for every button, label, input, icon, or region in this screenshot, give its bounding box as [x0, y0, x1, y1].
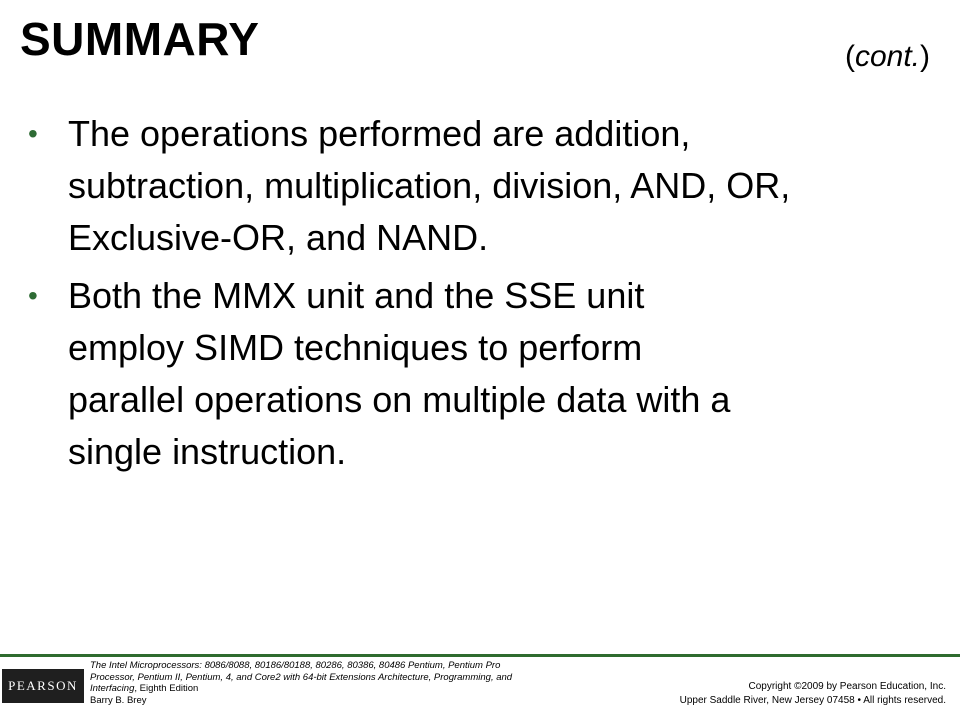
slide-subtitle: [845, 40, 930, 73]
copyright-line-2: Upper Saddle River, New Jersey 07458 • All rights reserved.: [679, 695, 946, 706]
bullet-item: [28, 270, 768, 478]
bullet-text: Both the MMX unit and the SSE unit employ SIMD techniques to perform parallel operations on multiple data with a single instruction.: [68, 275, 731, 472]
book-title: The Intel Microprocessors:: [90, 660, 205, 671]
bullet-dot-icon: •: [28, 280, 38, 311]
bullet-list: [28, 108, 858, 484]
subtitle-close-paren: ): [920, 40, 930, 73]
footer-divider: [0, 654, 960, 657]
bullet-dot-icon: •: [28, 118, 38, 149]
subtitle-text: cont.: [854, 40, 920, 73]
book-models: 8086/8088, 80186/80188, 80286, 80386, 80486 Pentium, Pentium Pro Processor, Pentium II, Pentium, 4, and Core2 with 64-bit Extensions Architecture, Programming, and Interfacing: [90, 660, 513, 694]
pearson-logo: PEARSON: [2, 669, 84, 703]
book-author: Barry B. Brey: [90, 694, 147, 706]
copyright-notice: [680, 680, 946, 708]
slide-title: SUMMARY: [20, 13, 260, 65]
subtitle-open-paren: (: [844, 40, 855, 73]
book-edition: , Eighth Edition: [134, 683, 199, 694]
copyright-line-1: Copyright ©2009 by Pearson Education, Inc.: [748, 681, 946, 692]
bullet-text: The operations performed are addition, subtraction, multiplication, division, AND, OR, Exclusive-OR, and NAND.: [68, 113, 791, 258]
bullet-item: [28, 108, 858, 264]
book-reference: [90, 660, 530, 706]
